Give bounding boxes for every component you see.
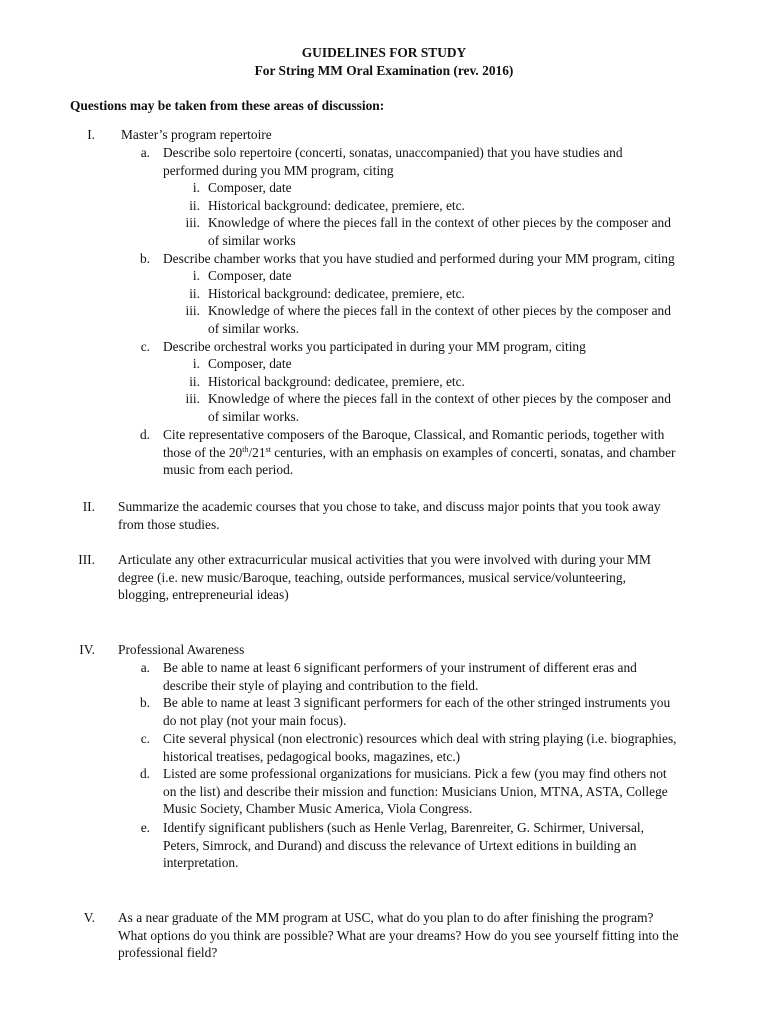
item-text-centuries: [163, 444, 676, 462]
item-text: Be able to name at least 3 significant performers for each of the other stringed instruments you: [163, 695, 671, 710]
item-letter: d.: [139, 427, 150, 442]
item-text: Peters, Simrock, and Durand) and discuss the relevance of Urtext editions in building an: [163, 837, 637, 853]
item-text: Music Society, Chamber Music America, Viola Congress.: [163, 801, 473, 817]
section-text: blogging, entrepreneurial ideas): [118, 587, 289, 603]
item-letter: b.: [139, 695, 150, 710]
superscript: st: [265, 444, 271, 454]
subitem-text: of similar works.: [208, 408, 300, 424]
subitem-numeral: i.: [192, 180, 200, 195]
subitem-numeral: iii.: [185, 215, 200, 230]
item-text: Be able to name at least 6 significant performers of your instrument of different eras and: [163, 660, 637, 675]
text-fragment: those of the 20: [163, 444, 243, 460]
subitem-text: Knowledge of where the pieces fall in the context of other pieces by the composer and: [208, 303, 671, 318]
text-fragment: centuries, with an emphasis on examples of concerti, sonatas, and chamber: [270, 444, 676, 460]
item-text: Describe solo repertoire (concerti, sonatas, unaccompanied) that you have studies and: [163, 145, 623, 160]
item-text: music from each period.: [163, 462, 294, 478]
section-text: professional field?: [118, 945, 218, 961]
document-title: GUIDELINES FOR STUDY: [301, 45, 467, 60]
subitem-text: Historical background: dedicatee, premiere, etc.: [208, 286, 465, 301]
subitem-numeral: ii.: [189, 198, 200, 213]
subitem-text: Composer, date: [208, 180, 292, 195]
item-letter: a.: [140, 145, 150, 160]
intro-heading: Questions may be taken from these areas of discussion:: [70, 98, 385, 113]
item-letter: e.: [140, 820, 150, 835]
section-heading: Professional Awareness: [118, 642, 245, 657]
section-text: degree (i.e. new music/Baroque, teaching, outside performances, musical service/volunteering,: [118, 569, 626, 585]
section-text: What options do you think are possible? What are your dreams? How do you see yourself fitting into the: [118, 927, 679, 943]
item-letter: c.: [140, 731, 150, 746]
section-numeral: I.: [87, 127, 95, 142]
item-letter: c.: [140, 339, 150, 354]
subitem-text: of similar works: [208, 232, 296, 248]
section-text: Articulate any other extracurricular musical activities that you were involved with during your MM: [118, 552, 651, 567]
item-letter: a.: [140, 660, 150, 675]
subitem-numeral: i.: [192, 356, 200, 371]
item-text: Describe chamber works that you have studied and performed during your MM program, citing: [163, 251, 675, 266]
section-text: from those studies.: [118, 516, 220, 532]
subitem-text: Composer, date: [208, 356, 292, 371]
document-subtitle: For String MM Oral Examination (rev. 2016): [254, 63, 514, 78]
subitem-numeral: iii.: [185, 391, 200, 406]
item-text: interpretation.: [163, 855, 239, 871]
subitem-text: Historical background: dedicatee, premiere, etc.: [208, 374, 465, 389]
subitem-numeral: ii.: [189, 286, 200, 301]
item-text: Listed are some professional organizations for musicians. Pick a few (you may find others not: [163, 766, 667, 781]
section-numeral: IV.: [79, 642, 95, 657]
superscript: th: [242, 444, 249, 454]
subitem-text: Historical background: dedicatee, premiere, etc.: [208, 198, 465, 213]
section-text: As a near graduate of the MM program at USC, what do you plan to do after finishing the program?: [118, 910, 654, 925]
subitem-text: of similar works.: [208, 320, 300, 336]
section-heading: Master’s program repertoire: [121, 127, 272, 142]
subitem-numeral: ii.: [189, 374, 200, 389]
item-letter: d.: [139, 766, 150, 781]
item-text: describe their style of playing and contribution to the field.: [163, 677, 479, 693]
subitem-numeral: iii.: [185, 303, 200, 318]
item-text: historical treatises, pedagogical books, magazines, etc.): [163, 748, 461, 764]
item-letter: b.: [139, 251, 150, 266]
item-text: do not play (not your main focus).: [163, 712, 347, 728]
text-fragment: /21: [248, 444, 266, 460]
section-numeral: II.: [82, 499, 95, 514]
section-numeral: III.: [78, 552, 95, 567]
subitem-text: Knowledge of where the pieces fall in the context of other pieces by the composer and: [208, 391, 671, 406]
item-text: Identify significant publishers (such as Henle Verlag, Barenreiter, G. Schirmer, Universal,: [163, 820, 644, 835]
item-text: performed during you MM program, citing: [163, 162, 394, 178]
subitem-text: Composer, date: [208, 268, 292, 283]
item-text: Describe orchestral works you participated in during your MM program, citing: [163, 339, 586, 354]
section-numeral: V.: [83, 910, 95, 925]
subitem-text: Knowledge of where the pieces fall in the context of other pieces by the composer and: [208, 215, 671, 230]
item-text: Cite representative composers of the Baroque, Classical, and Romantic periods, together with: [163, 427, 665, 442]
item-text: Cite several physical (non electronic) resources which deal with string playing (i.e. biographies,: [163, 731, 677, 746]
subitem-numeral: i.: [192, 268, 200, 283]
item-text: on the list) and describe their mission and function: Musicians Union, MTNA, ASTA, College: [163, 783, 668, 799]
section-text: Summarize the academic courses that you chose to take, and discuss major points that you took away: [118, 499, 661, 514]
